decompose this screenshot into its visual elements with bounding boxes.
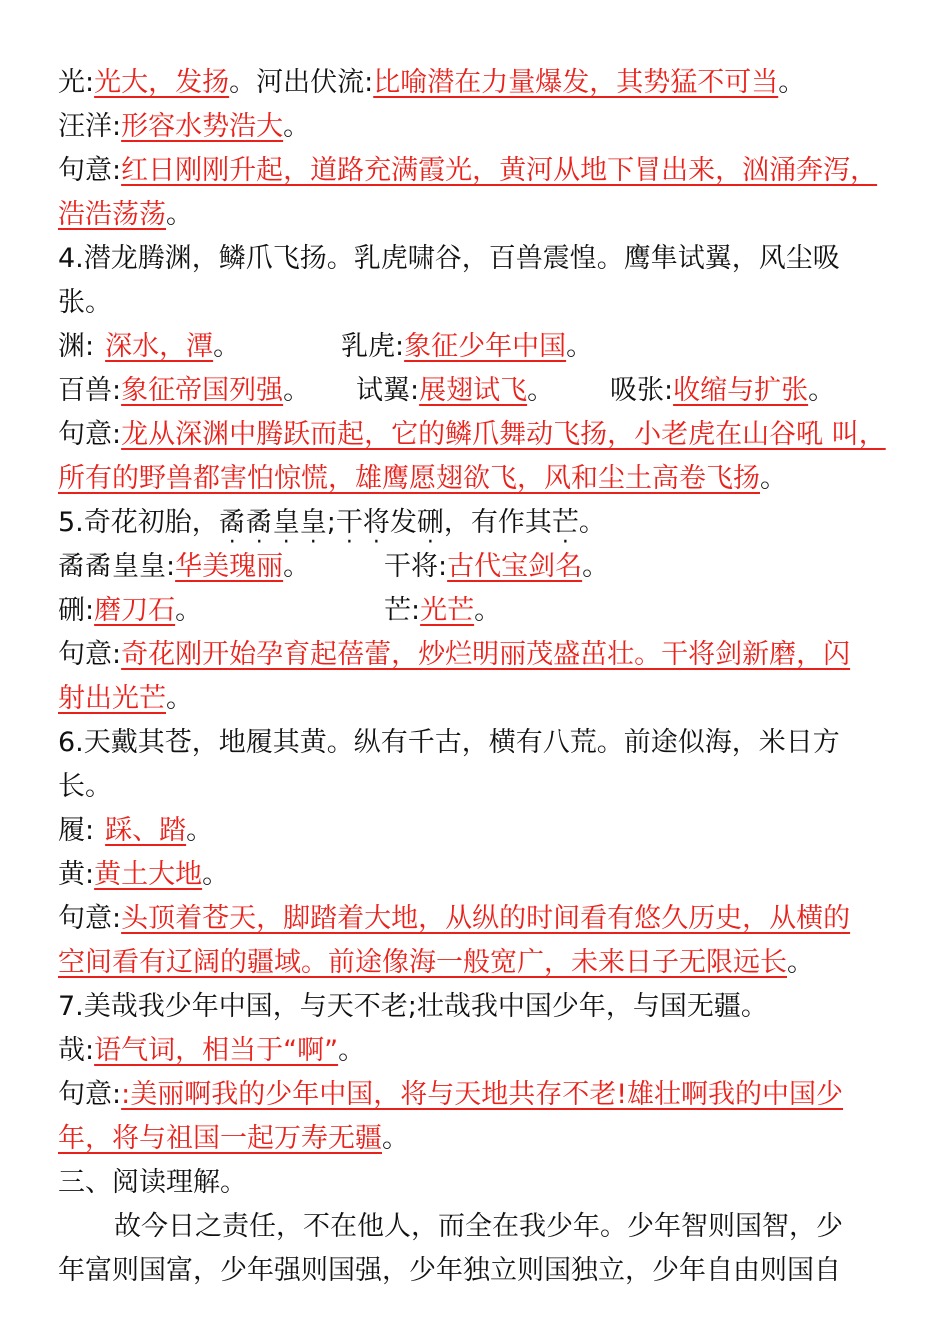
text-line: 渊: 深水，潭。 乳虎:象征少年中国。: [58, 331, 594, 362]
text-line: 7.美哉我少年中国，与天不老;壮哉我中国少年，与国无疆。: [58, 991, 768, 1022]
text-line: 长。: [58, 771, 112, 802]
answer: 踩、踏: [105, 815, 187, 846]
text-line: 6.天戴其苍，地履其黄。纵有千古，横有八荒。前途似海，米日方: [58, 727, 840, 758]
text-line: 射出光芒。: [58, 683, 193, 714]
text-line: 浩浩荡荡。: [58, 199, 193, 230]
answer: 收缩与扩张: [673, 375, 809, 406]
section-heading: 三、阅读理解。: [58, 1167, 247, 1198]
text-line: 百兽:象征帝国列强。 试翼:展翅试飞。 吸张:收缩与扩张。: [58, 375, 836, 406]
answer: 射出光芒: [58, 683, 166, 714]
answer: 奇花刚开始孕育起蓓蕾，炒烂明丽茂盛茁壮。干将剑新磨，闪: [121, 639, 851, 670]
answer: 浩浩荡荡: [58, 199, 166, 230]
text-line: 所有的野兽都害怕惊慌，雄鹰愿翅欲飞，风和尘土高卷飞扬。: [58, 463, 787, 494]
text-line: 5.奇花初胎，矞矞皇皇;干将发硎，有作其芒。: [58, 507, 606, 538]
answer: 龙从深渊中腾跃而起，它的鳞爪舞动飞扬，小老虎在山谷吼 叫，: [121, 419, 886, 450]
text-line: 矞矞皇皇:华美瑰丽。 干将:古代宝剑名。: [58, 551, 610, 582]
answer: 头顶着苍天，脚踏着大地，从纵的时间看有悠久历史，从横的: [121, 903, 851, 934]
text-line: 句意::美丽啊我的少年中国，将与天地共存不老!雄壮啊我的中国少: [58, 1079, 844, 1110]
answer: 古代宝剑名: [447, 551, 583, 582]
answer: 比喻潜在力量爆发，其势猛不可当: [373, 67, 779, 98]
text-line: 句意:奇花刚开始孕育起蓓蕾，炒烂明丽茂盛茁壮。干将剑新磨，闪: [58, 639, 851, 670]
answer: 红日刚刚升起，道路充满霞光，黄河从地下冒出来，汹涌奔泻，: [121, 155, 878, 186]
text-line: 汪洋:形容水势浩大。: [58, 111, 311, 142]
answer: 黄土大地: [94, 859, 203, 890]
text-line: 张。: [58, 287, 112, 318]
answer: 华美瑰丽: [175, 551, 284, 582]
answer: 展翅试飞: [419, 375, 528, 406]
answer: 空间看有辽阔的疆域。前途像海一般宽广，未来日子无限远长: [58, 947, 787, 978]
answer: 年，将与祖国一起万寿无疆: [58, 1123, 382, 1154]
answer: 深水，潭: [105, 331, 214, 362]
answer: 所有的野兽都害怕惊慌，雄鹰愿翅欲飞，风和尘土高卷飞扬: [58, 463, 760, 494]
text-line: 句意:红日刚刚升起，道路充满霞光，黄河从地下冒出来，汹涌奔泻，: [58, 155, 878, 186]
answer: 形容水势浩大: [121, 111, 284, 142]
paragraph-line: 年富则国富，少年强则国强，少年独立则国独立，少年自由则国自: [58, 1255, 841, 1286]
paragraph-line: 故今日之责任，不在他人，而全在我少年。少年智则国智，少: [114, 1211, 843, 1242]
answer: 象征帝国列强: [121, 375, 284, 406]
answer: :美丽啊我的少年中国，将与天地共存不老!雄壮啊我的中国少: [121, 1079, 844, 1110]
text-line: 句意:头顶着苍天，脚踏着大地，从纵的时间看有悠久历史，从横的: [58, 903, 851, 934]
answer: 光大，发扬: [94, 67, 230, 98]
text-line: 年，将与祖国一起万寿无疆。: [58, 1123, 409, 1154]
text-line: 黄:黄土大地。: [58, 859, 230, 890]
answer: 语气词，相当于“啊”: [94, 1035, 339, 1066]
answer: 象征少年中国: [404, 331, 567, 362]
text-line: 光:光大，发扬。河出伏流:比喻潜在力量爆发，其势猛不可当。: [58, 67, 806, 98]
answer: 光芒: [420, 595, 475, 626]
text-line: 履: 踩、踏。: [58, 815, 214, 846]
text-line: 4.潜龙腾渊，鳞爪飞扬。乳虎啸谷，百兽震惶。鹰隼试翼，风尘吸: [58, 243, 840, 274]
answer: 磨刀石: [94, 595, 176, 626]
text-line: 句意:龙从深渊中腾跃而起，它的鳞爪舞动飞扬，小老虎在山谷吼 叫，: [58, 419, 886, 450]
text-line: 硎:磨刀石。 芒:光芒。: [58, 595, 502, 626]
text-line: 哉:语气词，相当于“啊”。: [58, 1035, 366, 1066]
text-line: 空间看有辽阔的疆域。前途像海一般宽广，未来日子无限远长。: [58, 947, 814, 978]
